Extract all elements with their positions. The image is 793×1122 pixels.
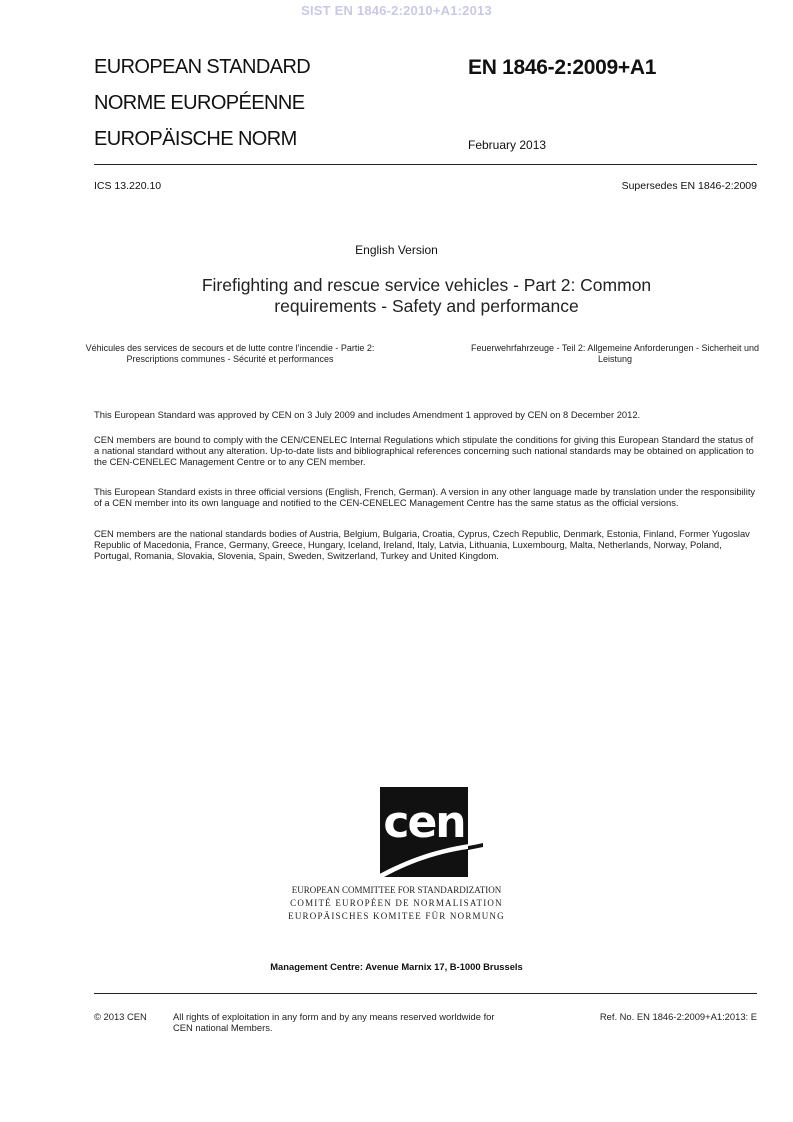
members-paragraph: CEN members are the national standards bodies of Austria, Belgium, Bulgaria, Croatia, Cyprus, Czech Republic, Denmark, Estonia, Finland, Former Yugoslav Republic of Macedonia, France, Germany, Greece, Hungary, Iceland, Ireland, Italy, Latvia, Lithuania, Luxembourg, Malta, Netherlands, Norway, Poland, Portugal, Romania, Slovakia, Slovenia, Spain, Sweden, Switzerland, Turkey and United Kingdom. (94, 528, 750, 561)
standard-name-en: EUROPEAN STANDARD (94, 56, 311, 78)
management-centre-address: Management Centre: Avenue Marnix 17, B-1000 Brussels (270, 961, 523, 972)
reference-number: Ref. No. EN 1846-2:2009+A1:2013: E (599, 1011, 757, 1022)
language-version: English Version (355, 243, 438, 257)
footer-divider (94, 993, 757, 994)
copyright-notice: © 2013 CEN (94, 1011, 147, 1022)
cen-logo-text: cen (383, 797, 465, 848)
document-title: Firefighting and rescue service vehicles - Part 2: Common requirements - Safety and performance (201, 275, 652, 316)
standard-number: EN 1846-2:2009+A1 (468, 56, 657, 79)
watermark: SIST EN 1846-2:2010+A1:2013 (301, 3, 492, 18)
versions-paragraph: This European Standard exists in three official versions (English, French, German). A version in any other language made by translation under the responsibility of a CEN member into its own language and notified to the CEN-CENELEC Management Centre has the same status as the official versions. (94, 486, 756, 508)
cen-logo (380, 787, 483, 877)
approval-paragraph: This European Standard was approved by CEN on 3 July 2009 and includes Amendment 1 approved by CEN on 8 December 2012. (94, 409, 641, 420)
german-title: Feuerwehrfahrzeuge - Teil 2: Allgemeine Anforderungen - Sicherheit und Leistung (470, 343, 759, 364)
committee-name-fr: COMITÉ EUROPÉEN DE NORMALISATION (290, 898, 503, 908)
supersedes-note: Supersedes EN 1846-2:2009 (621, 180, 757, 192)
ics-code: ICS 13.220.10 (94, 180, 162, 192)
standard-name-fr: NORME EUROPÉENNE (94, 92, 305, 114)
compliance-paragraph: CEN members are bound to comply with the CEN/CENELEC Internal Regulations which stipulate the conditions for giving this European Standard the status of a national standard without any alteration. Up-to-date lists and bibliographical references concerning such national standards may be obtained on application to the CEN-CENELEC Management Centre or to any CEN member. (94, 434, 754, 467)
french-title: Véhicules des services de secours et de lutte contre l'incendie - Partie 2: Prescriptions communes - Sécurité et performances (85, 343, 375, 364)
committee-name-en: EUROPEAN COMMITTEE FOR STANDARDIZATION (291, 885, 502, 895)
committee-name-de: EUROPÄISCHES KOMITEE FÜR NORMUNG (288, 911, 505, 921)
header-divider (94, 164, 757, 165)
standard-name-de: EUROPÄISCHE NORM (94, 128, 297, 150)
rights-notice: All rights of exploitation in any form and by any means reserved worldwide for CEN national Members. (173, 1011, 495, 1033)
publication-date: February 2013 (468, 138, 547, 152)
